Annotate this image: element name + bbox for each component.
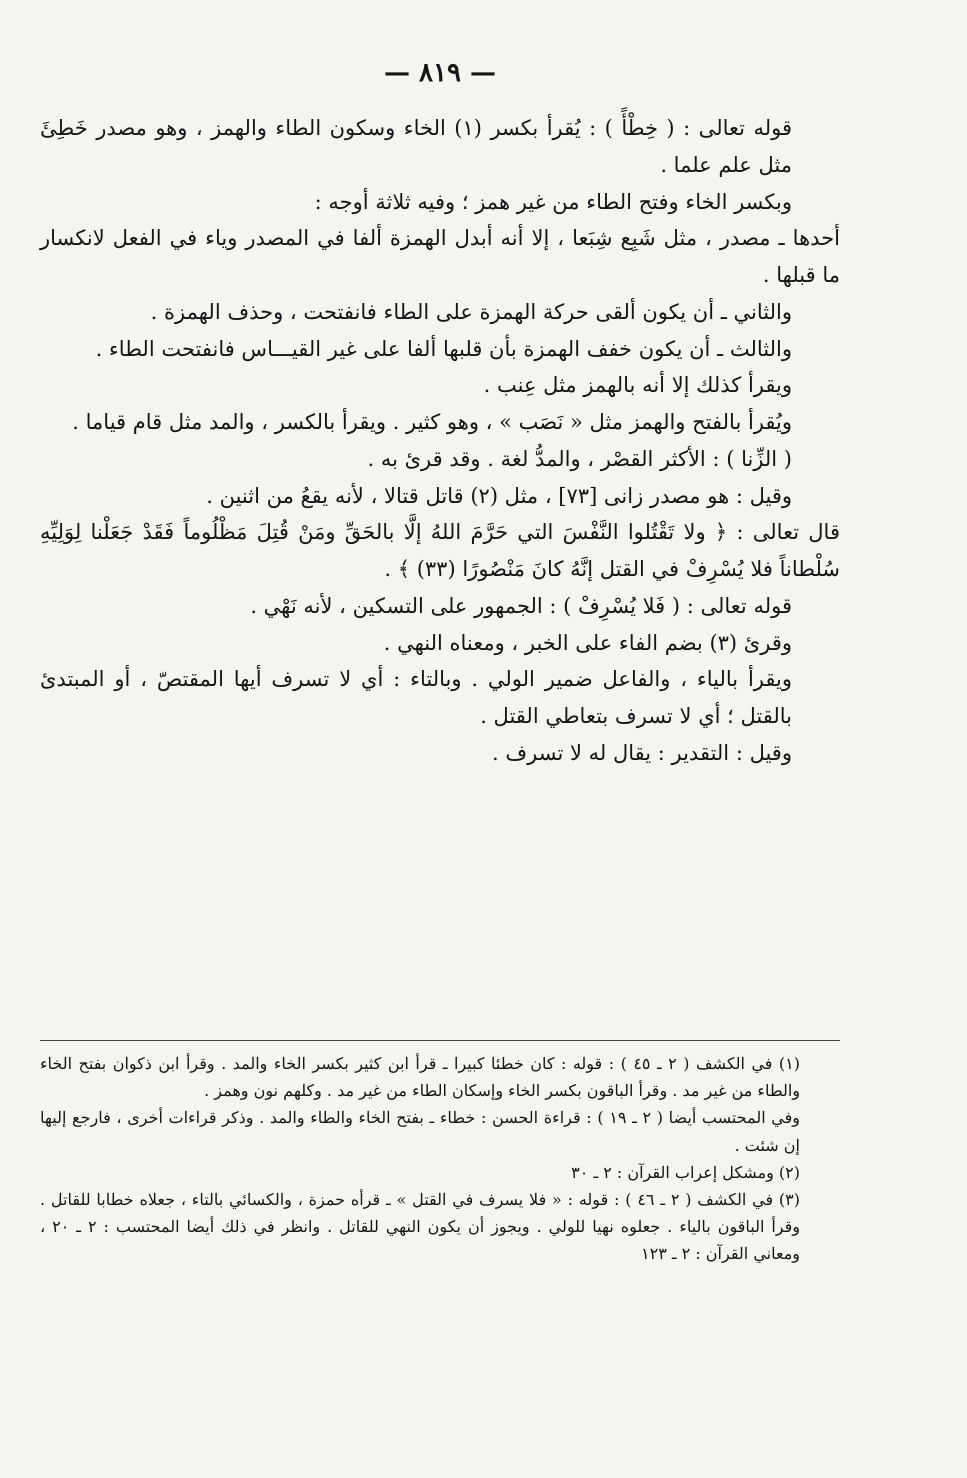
- paragraph-taqdir: وقيل : التقدير : يقال له لا تسرف .: [492, 740, 792, 765]
- quran-verse: قال تعالى : ﴿ ولا تَقْتُلوا النَّفْسَ التي حَرَّمَ اللهُ إلَّا بالحَقِّ ومَنْ قُتِلَ مَظْلُوماً فَقَدْ جَعَلْنا لِوَلِيِّهِ سُلْطاناً فلا يُسْرِفْ في القتل إنَّهُ كانَ مَنْصُورًا (٣٣) ﴾ .: [40, 520, 840, 581]
- footnote-1: (١) في الكشف ( ٢ ـ ٤٥ ) : قوله : كان خطئا كبيرا ـ قرأ ابن كثير بكسر الخاء والمد . وقرأ ابن ذكوان بفتح الخاء والطاء من غير مد . وقرأ الباقون بكسر الخاء وإسكان الطاء من غير مد . وكلهم نون وهمز .: [40, 1054, 801, 1101]
- book-page: [40, 40, 840, 1340]
- footnote-1-continued: وفي المحتسب أيضا ( ٢ ـ ١٩ ) : قراءة الحسن : خطاء ـ بفتح الخاء والطاء والمد . وذكر قراءات أخرى ، فارجع إليها إن شئت .: [40, 1108, 801, 1155]
- page-number: — ٨١٩ —: [383, 58, 497, 88]
- footnote-divider: [40, 1040, 840, 1041]
- footnotes: [40, 1050, 840, 1268]
- footnote-2: (٢) ومشكل إعراب القرآن : ٢ ـ ٣٠: [571, 1162, 800, 1182]
- paragraph-zina: ( الزِّنا ) : الأكثر القصْر ، والمدُّ لغة . وقد قرئ به .: [367, 446, 792, 471]
- paragraph-fala-yusrif: قوله تعالى : ( فَلا يُسْرِفْ ) : الجمهور على التسكين ، لأنه نَهْي .: [250, 593, 792, 618]
- paragraph-kasr-alkha: وبكسر الخاء وفتح الطاء من غير همز ؛ وفيه ثلاثة أوجه :: [314, 189, 792, 214]
- paragraph-reading-nasab: ويُقرأ بالفتح والهمز مثل « نَصَب » ، وهو كثير . ويقرأ بالكسر ، والمد مثل قام قياما .: [72, 410, 792, 434]
- footnote-3: (٣) في الكشف ( ٢ ـ ٤٦ ) : قوله : « فلا يسرف في القتل » ـ قرأه حمزة ، والكسائي بالتاء ، جعلاه خطابا للقاتل . وقرأ الباقون بالياء . جعلوه نهيا للولي . ويجوز أن يكون النهي للقاتل . وانظر في ذلك أيضا المحتسب : ٢ ـ ٢٠ ، ومعاني القرآن : ٢ ـ ١٢٣: [40, 1189, 801, 1264]
- paragraph-damm-alfa: وقرئ (٣) بضم الفاء على الخبر ، ومعناه النهي .: [383, 630, 792, 655]
- paragraph-khitan: قوله تعالى : ( خِطْأً ) : يُقرأ بكسر (١) الخاء وسكون الطاء والهمز ، وهو مصدر خَطِئَ مثل علم علما .: [40, 116, 792, 177]
- paragraph-bil-ya: ويقرأ بالياء ، والفاعل ضمير الولي . وبالتاء : أي لا تسرف أيها المقتصّ ، أو المبتدئ بالقتل ؛ أي لا تسرف بتعاطي القتل .: [40, 667, 792, 728]
- main-text: [40, 110, 840, 772]
- paragraph-first-aspect: أحدها ـ مصدر ، مثل شَبِع شِبَعا ، إلا أنه أبدل الهمزة ألفا في المصدر وياء في الفعل لانكسار ما قبلها .: [40, 226, 840, 287]
- paragraph-zani: وقيل : هو مصدر زانى [٧٣] ، مثل (٢) قاتل قتالا ، لأنه يقعُ من اثنين .: [206, 483, 792, 508]
- paragraph-reading-inab: ويقرأ كذلك إلا أنه بالهمز مثل عِنب .: [483, 373, 792, 398]
- paragraph-third-aspect: والثالث ـ أن يكون خفف الهمزة بأن قلبها ألفا على غير القيـــاس فانفتحت الطاء .: [95, 336, 792, 361]
- paragraph-second-aspect: والثاني ـ أن يكون ألقى حركة الهمزة على الطاء فانفتحت ، وحذف الهمزة .: [150, 299, 792, 324]
